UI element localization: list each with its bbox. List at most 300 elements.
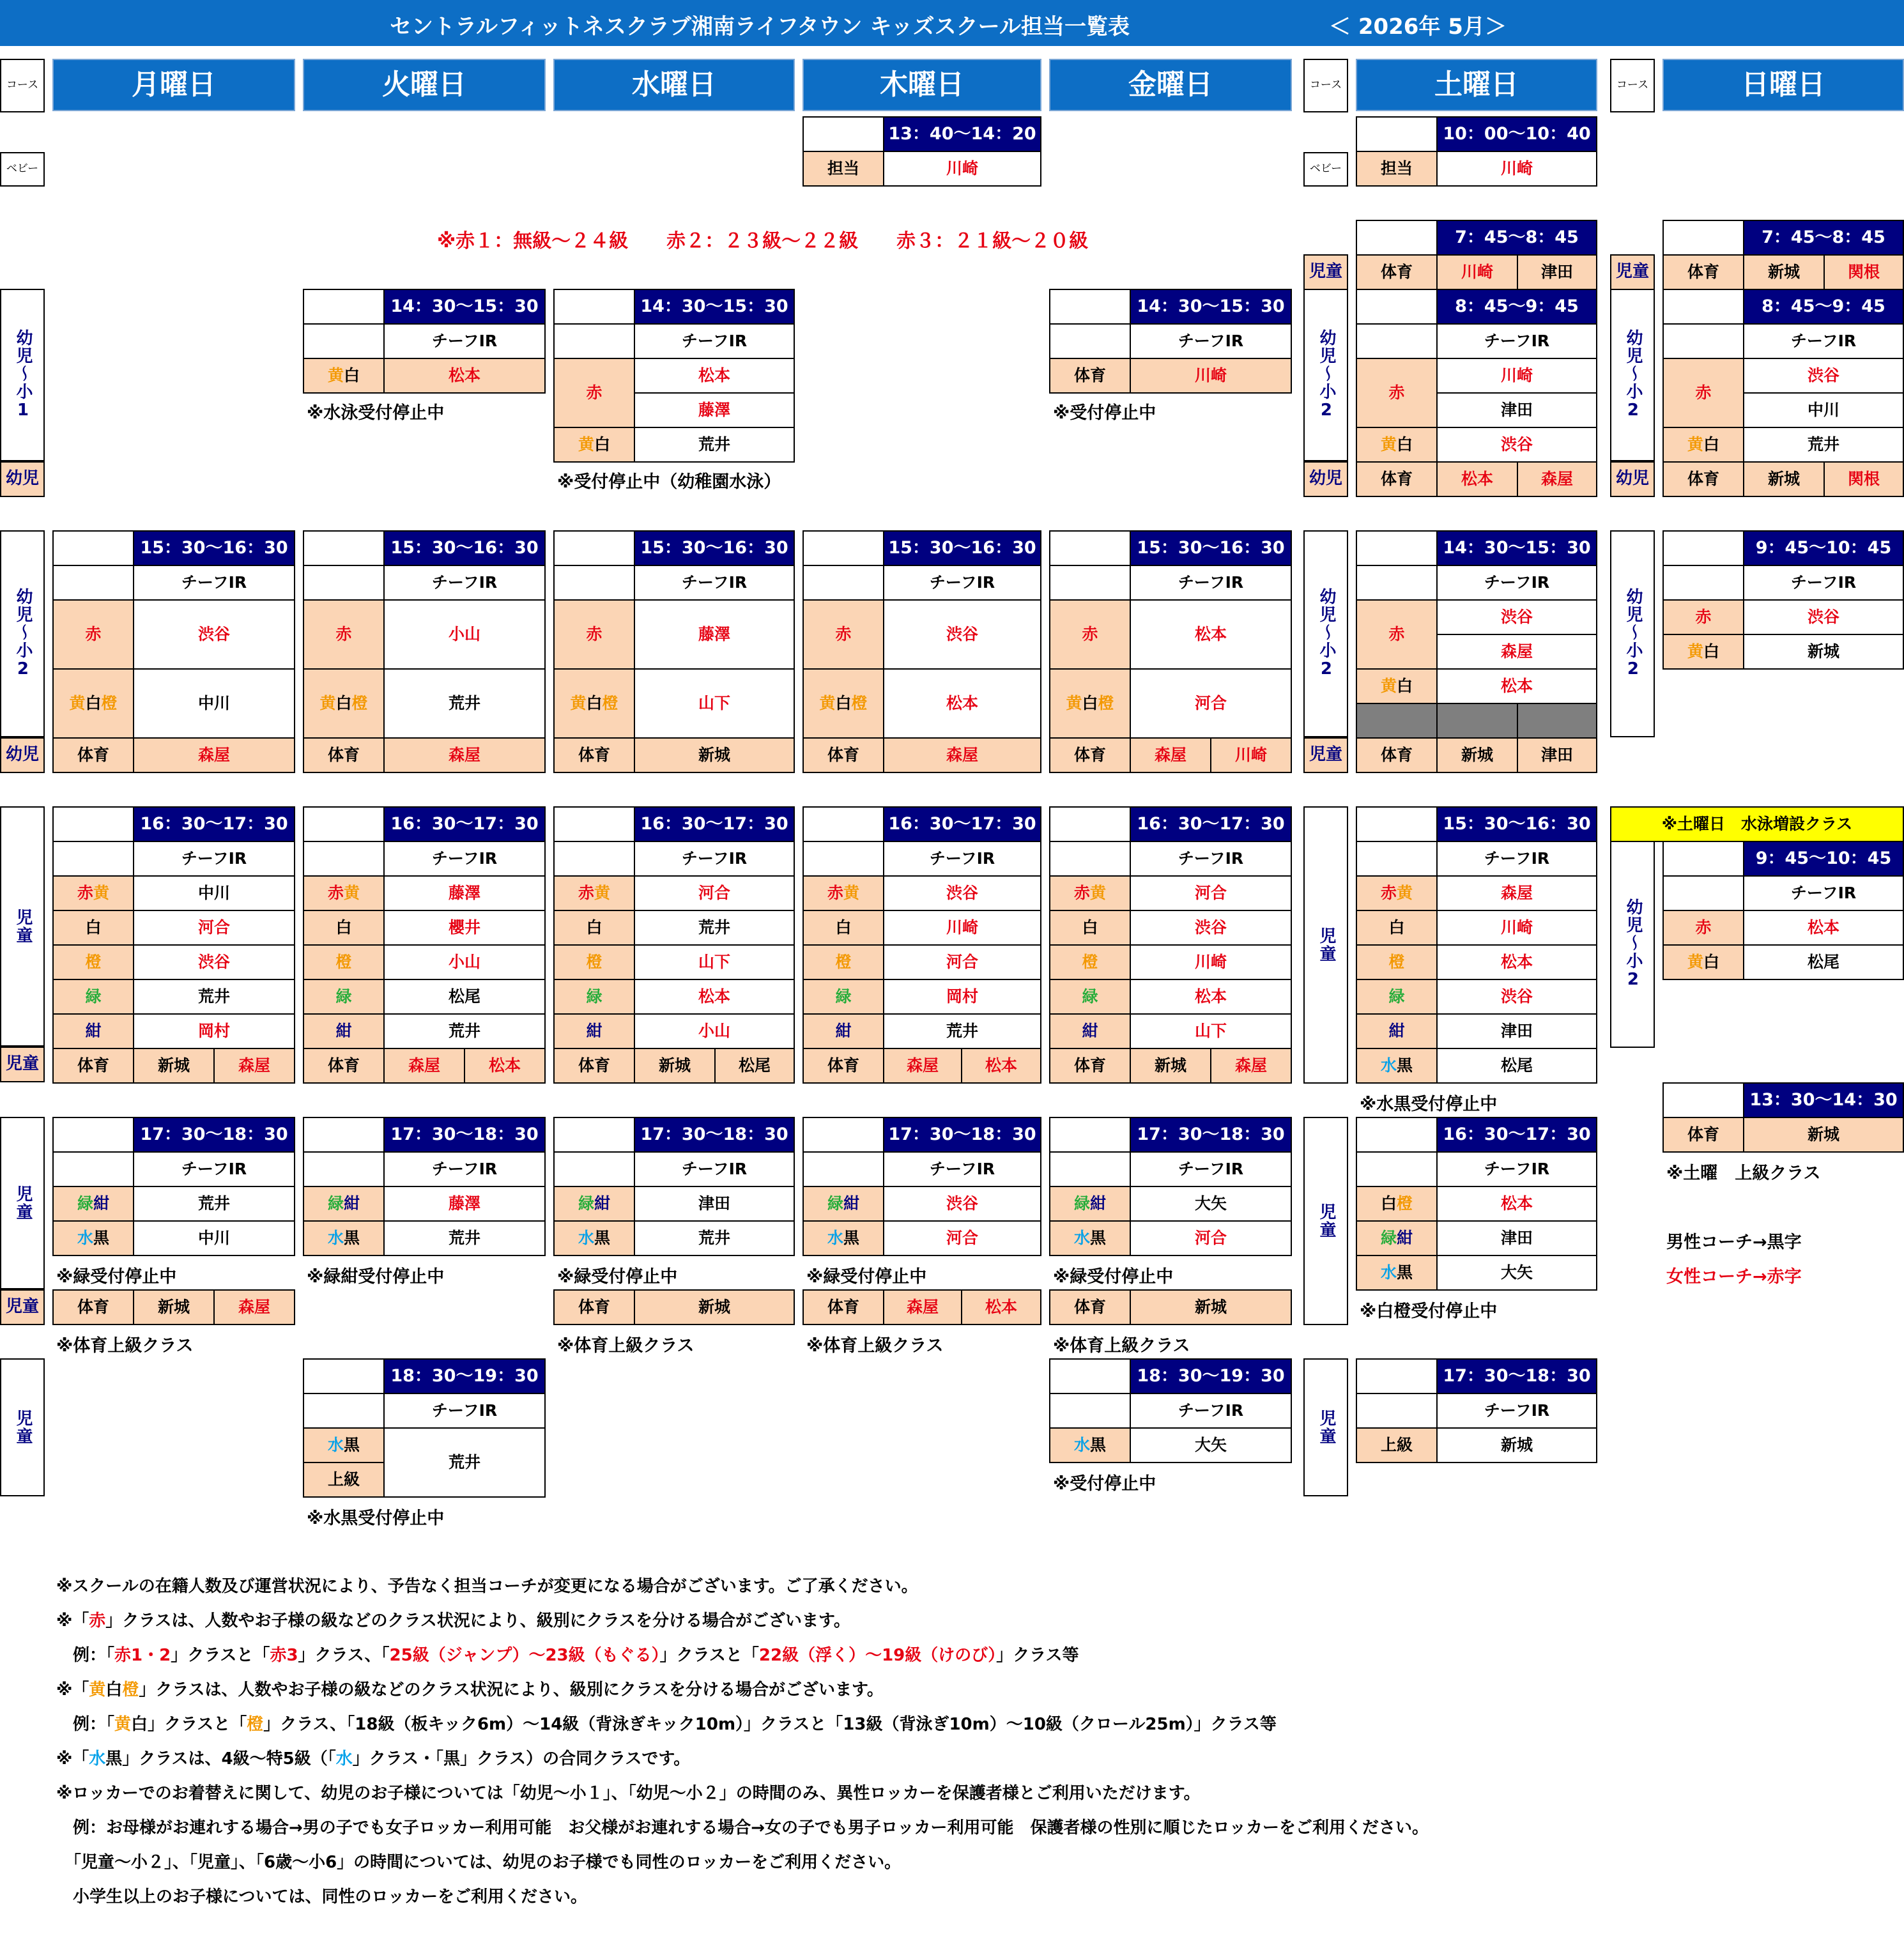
schedule-cell: 荒井 — [383, 1427, 546, 1498]
schedule-cell — [802, 806, 884, 842]
time-slot: 14：30～15：30 — [383, 289, 546, 325]
footnote-segment: 橙 — [247, 1715, 264, 1734]
schedule-cell: 中川 — [133, 1220, 295, 1256]
schedule-cell: 体育 — [1662, 461, 1744, 497]
schedule-cell: 新城 — [1743, 254, 1825, 290]
schedule-cell: 体育 — [303, 1048, 385, 1084]
class-color-cell: 赤 — [1356, 599, 1438, 670]
class-color-cell: 橙 — [802, 944, 884, 980]
schedule-note: ※受付停止中 — [1053, 1474, 1156, 1494]
schedule-cell: チーフIR — [383, 841, 546, 877]
time-slot: 13：40～14：20 — [883, 116, 1041, 152]
class-color-cell: 赤 黄 — [52, 875, 134, 911]
schedule-cell: 体育 — [1049, 1048, 1131, 1084]
schedule-cell — [1662, 220, 1744, 256]
schedule-note: ※水黒受付停止中 — [1360, 1094, 1498, 1114]
coach-cell-female: 山下 — [634, 668, 795, 739]
class-color-cell: 赤 — [1356, 358, 1438, 428]
class-color-cell: 水 黒 — [802, 1220, 884, 1256]
class-color-cell: 緑 — [553, 979, 635, 1015]
schedule-note: ※水泳受付停止中 — [307, 403, 445, 423]
coach-cell-female: 森屋 — [213, 1289, 295, 1325]
schedule-cell — [802, 1151, 884, 1187]
footnote-segment: 橙 — [122, 1680, 139, 1700]
class-color-cell: 赤 — [303, 599, 385, 670]
class-color-cell: 紺 — [553, 1013, 635, 1049]
schedule-cell — [303, 841, 385, 877]
coach-cell-female: 渋谷 — [1436, 599, 1597, 635]
schedule-cell — [553, 841, 635, 877]
schedule-cell — [1662, 841, 1744, 877]
schedule-cell: チーフIR — [1436, 323, 1597, 359]
footnote-segment: ※「 — [56, 1680, 89, 1700]
class-color-cell: 赤 黄 — [802, 875, 884, 911]
coach-cell-female: 松本 — [961, 1048, 1041, 1084]
coach-cell-female: 松本 — [383, 358, 546, 394]
time-slot: 8：45～9：45 — [1436, 289, 1597, 325]
schedule-cell: 白 — [1356, 910, 1438, 946]
schedule-note: ※緑紺受付停止中 — [307, 1267, 445, 1287]
closed-cell — [1517, 703, 1597, 739]
schedule-cell: 体育 — [802, 1048, 884, 1084]
coach-cell-female: 森屋 — [883, 1048, 962, 1084]
schedule-cell: チーフIR — [1436, 1393, 1597, 1429]
schedule-cell: チーフIR — [1130, 323, 1292, 359]
class-color-cell: 水 黒 — [1049, 1427, 1131, 1463]
time-slot: 14：30～15：30 — [634, 289, 795, 325]
schedule-cell: 担当 — [802, 151, 884, 187]
schedule-cell — [802, 565, 884, 601]
class-color-cell: 赤 — [52, 599, 134, 670]
class-color-cell: 水 黒 — [553, 1220, 635, 1256]
schedule-cell — [1049, 323, 1131, 359]
class-color-cell: 赤 黄 — [303, 875, 385, 911]
class-color-cell: 紺 — [1049, 1013, 1131, 1049]
schedule-cell — [1049, 1358, 1131, 1394]
footnote-line — [56, 1573, 918, 1597]
schedule-cell: 津田 — [1517, 737, 1597, 773]
schedule-cell: 体育 — [1049, 1289, 1131, 1325]
class-color-cell: 水 黒 — [1356, 1255, 1438, 1291]
schedule-cell: 白 — [52, 910, 134, 946]
time-slot: 15：30～16：30 — [883, 530, 1041, 566]
footnote-segment: 赤1・2 — [114, 1646, 171, 1665]
title-banner — [0, 0, 1904, 46]
schedule-cell — [1356, 1358, 1438, 1394]
schedule-note: ※緑受付停止中 — [806, 1267, 927, 1287]
class-color-cell: 橙 — [303, 944, 385, 980]
footnote-line — [56, 1677, 884, 1700]
coach-cell-female: 渋谷 — [1436, 427, 1597, 463]
coach-cell-female: 山下 — [634, 944, 795, 980]
course-label: 幼児～小1 — [0, 289, 45, 461]
schedule-cell — [1356, 116, 1438, 152]
schedule-cell — [802, 1117, 884, 1153]
schedule-cell — [553, 565, 635, 601]
schedule-cell — [553, 323, 635, 359]
schedule-cell — [303, 289, 385, 325]
schedule-note: ※白橙受付停止中 — [1360, 1301, 1498, 1321]
coach-cell-female: 川崎 — [1130, 358, 1292, 394]
schedule-cell — [1356, 841, 1438, 877]
schedule-note: ※緑受付停止中 — [1053, 1267, 1174, 1287]
schedule-note: ※体育上級クラス — [1053, 1336, 1190, 1356]
coach-cell-female: 松本 — [1436, 461, 1518, 497]
class-color-cell: 水 黒 — [303, 1427, 385, 1463]
schedule-cell: 松尾 — [383, 979, 546, 1015]
schedule-note: ※受付停止中 — [1053, 403, 1156, 423]
coach-cell-female: 渋谷 — [133, 599, 295, 670]
footnote-segment: 黒」クラスは、4級～特5級（「 — [105, 1749, 336, 1769]
schedule-cell: 体育 — [52, 1048, 134, 1084]
footnote-segment: 」クラスと「 — [171, 1646, 270, 1665]
schedule-cell: 新城 — [634, 737, 795, 773]
day-header: 水曜日 — [553, 59, 795, 111]
schedule-cell — [1049, 1151, 1131, 1187]
schedule-cell: コース — [1610, 59, 1655, 112]
coach-cell-female: 岡村 — [883, 979, 1041, 1015]
schedule-cell: 大矢 — [1436, 1255, 1597, 1291]
schedule-cell: 新城 — [1743, 1117, 1904, 1153]
schedule-cell: 荒井 — [634, 1220, 795, 1256]
schedule-cell: 体育 — [1356, 461, 1438, 497]
day-header: 金曜日 — [1049, 59, 1292, 111]
schedule-cell: チーフIR — [383, 1151, 546, 1187]
schedule-cell: 体育 — [1049, 358, 1131, 394]
footnote-segment: 水 — [335, 1749, 353, 1769]
schedule-cell: チーフIR — [883, 841, 1041, 877]
coach-cell-female: 小山 — [383, 599, 546, 670]
class-color-cell: 緑 紺 — [303, 1186, 385, 1222]
time-slot: 15：30～16：30 — [133, 530, 295, 566]
time-slot: 18：30～19：30 — [1130, 1358, 1292, 1394]
class-color-cell: 橙 — [1356, 944, 1438, 980]
schedule-cell: 荒井 — [383, 1013, 546, 1049]
schedule-cell: チーフIR — [1130, 841, 1292, 877]
schedule-cell — [1049, 1393, 1131, 1429]
schedule-cell — [303, 1358, 385, 1394]
schedule-note: 男性コーチ→黒字 — [1666, 1232, 1802, 1252]
schedule-cell: 新城 — [1436, 737, 1518, 773]
coach-cell-female: 森屋 — [1436, 634, 1597, 670]
coach-cell-female: 松本 — [1436, 668, 1597, 704]
schedule-cell: 大矢 — [1130, 1427, 1292, 1463]
schedule-cell: チーフIR — [1743, 323, 1904, 359]
schedule-cell: チーフIR — [634, 841, 795, 877]
schedule-cell: 新城 — [1130, 1289, 1292, 1325]
footnote-segment: 」クラス、「18級（板キック6m）～14級（背泳ぎキック10m）」クラスと「13級（背泳ぎ10m）～10級（クロール25m）」クラス等 — [263, 1715, 1277, 1734]
class-color-cell: 赤 — [1662, 910, 1744, 946]
footnote-segment: 」クラスは、人数やお子様の級などのクラス状況により、級別にクラスを分ける場合がございます。 — [105, 1611, 850, 1631]
schedule-cell — [1356, 289, 1438, 325]
schedule-cell: 上級 — [303, 1462, 385, 1498]
schedule-cell — [802, 530, 884, 566]
schedule-cell: ベビー — [1303, 152, 1348, 187]
schedule-cell: 新城 — [634, 1048, 716, 1084]
class-color-cell: 紺 — [303, 1013, 385, 1049]
schedule-cell: 津田 — [1436, 1220, 1597, 1256]
course-label: 児童 — [1303, 1117, 1348, 1325]
schedule-cell: 新城 — [634, 1289, 795, 1325]
class-color-cell: 緑 紺 — [802, 1186, 884, 1222]
coach-cell-female: 河合 — [883, 1220, 1041, 1256]
schedule-cell: チーフIR — [1130, 565, 1292, 601]
schedule-cell: 新城 — [1436, 1427, 1597, 1463]
schedule-cell: チーフIR — [883, 565, 1041, 601]
schedule-cell: 荒井 — [383, 668, 546, 739]
class-color-cell: 緑 — [303, 979, 385, 1015]
schedule-cell: チーフIR — [1130, 1151, 1292, 1187]
class-color-cell: 赤 黄 — [1049, 875, 1131, 911]
course-label: 幼児～小2 — [1610, 530, 1655, 737]
class-color-cell: 緑 — [1049, 979, 1131, 1015]
course-label: 幼児～小2 — [1610, 289, 1655, 461]
schedule-cell: チーフIR — [634, 565, 795, 601]
schedule-cell — [1356, 806, 1438, 842]
footnote-segment: 」クラス、「 — [298, 1646, 390, 1665]
footnote-segment: 」クラスは、人数やお子様の級などのクラス状況により、級別にクラスを分ける場合がございます。 — [139, 1680, 884, 1700]
class-color-cell: 橙 — [1049, 944, 1131, 980]
schedule-cell: コース — [0, 59, 45, 112]
schedule-cell: 白 — [553, 910, 635, 946]
time-slot: 16：30～17：30 — [883, 806, 1041, 842]
schedule-cell — [1356, 1151, 1438, 1187]
schedule-cell — [1356, 1393, 1438, 1429]
coach-cell-female: 森屋 — [383, 1048, 465, 1084]
coach-cell-female: 山下 — [1130, 1013, 1292, 1049]
coach-cell-female: 川崎 — [1210, 737, 1292, 773]
course-label: 児童 — [1303, 254, 1348, 290]
time-slot: 9：45～10：45 — [1743, 841, 1904, 877]
schedule-cell: 体育 — [1356, 254, 1438, 290]
class-color-cell: 黄 白 — [1356, 668, 1438, 704]
coach-cell-female: 川崎 — [1436, 254, 1518, 290]
schedule-cell: 松尾 — [1436, 1048, 1597, 1084]
class-color-cell: 緑 — [802, 979, 884, 1015]
coach-cell-female: 森屋 — [1130, 737, 1211, 773]
coach-cell-female: 松本 — [464, 1048, 546, 1084]
schedule-cell: 体育 — [1662, 254, 1744, 290]
class-color-cell: 赤 — [1662, 358, 1744, 428]
class-color-cell: 緑 紺 — [1049, 1186, 1131, 1222]
footnote-segment: 例：「 — [56, 1646, 115, 1665]
coach-cell-female: 川崎 — [1436, 358, 1597, 394]
schedule-cell — [1356, 530, 1438, 566]
coach-cell-female: 川崎 — [1436, 151, 1597, 187]
schedule-note: ※受付停止中（幼稚園水泳） — [557, 472, 781, 492]
coach-cell-female: 藤澤 — [634, 392, 795, 428]
time-slot: 17：30～18：30 — [883, 1117, 1041, 1153]
class-color-cell: 水 黒 — [1049, 1220, 1131, 1256]
schedule-cell: 担当 — [1356, 151, 1438, 187]
schedule-cell — [52, 1151, 134, 1187]
schedule-cell: 体育 — [1049, 737, 1131, 773]
coach-cell-female: 河合 — [1130, 668, 1292, 739]
schedule-cell: 松尾 — [714, 1048, 795, 1084]
coach-cell-female: 松本 — [634, 358, 795, 394]
schedule-cell: 新城 — [1743, 634, 1904, 670]
schedule-cell: チーフIR — [1436, 565, 1597, 601]
time-slot: 9：45～10：45 — [1743, 530, 1904, 566]
footnote-segment: 」クラス・「黒」クラス）の合同クラスです。 — [352, 1749, 691, 1769]
course-label: 幼児 — [1303, 461, 1348, 497]
schedule-cell: 体育 — [553, 1048, 635, 1084]
schedule-cell: 白 — [303, 910, 385, 946]
coach-cell-female: 関根 — [1823, 254, 1904, 290]
schedule-cell — [303, 806, 385, 842]
footnote-segment: 赤3 — [270, 1646, 298, 1665]
coach-cell-female: 河合 — [133, 910, 295, 946]
footnote-line — [56, 1608, 850, 1631]
schedule-cell — [303, 1151, 385, 1187]
coach-cell-female: 松本 — [1436, 1186, 1597, 1222]
footnote-line — [56, 1815, 1429, 1838]
schedule-cell: 津田 — [1436, 1013, 1597, 1049]
course-label: 児童 — [0, 1117, 45, 1289]
footnote-segment: 赤 — [89, 1611, 106, 1631]
class-color-cell: 水 黒 — [52, 1220, 134, 1256]
schedule-cell — [303, 323, 385, 359]
coach-cell-female: 小山 — [383, 944, 546, 980]
red-class-note: ※赤１：無級～２４級 赤２：２３級～２２級 赤３：２１級～２０級 — [437, 230, 1089, 252]
footnote-line — [56, 1642, 1079, 1666]
course-label: 幼児～小2 — [1303, 530, 1348, 737]
footnote-segment: 」クラス等 — [996, 1646, 1079, 1665]
time-slot: 17：30～18：30 — [1436, 1358, 1597, 1394]
schedule-cell — [52, 565, 134, 601]
class-color-cell: 緑 紺 — [553, 1186, 635, 1222]
class-color-cell: 黄 白 橙 — [553, 668, 635, 739]
closed-cell — [1356, 703, 1438, 739]
class-color-cell: 赤 — [802, 599, 884, 670]
schedule-cell: 荒井 — [883, 1013, 1041, 1049]
class-color-cell: 緑 紺 — [52, 1186, 134, 1222]
day-header: 月曜日 — [52, 59, 295, 111]
footnote-segment: 白 — [105, 1680, 123, 1700]
footnote-segment: 小学生以上のお子様については、同性のロッカーをご利用ください。 — [56, 1887, 587, 1907]
coach-cell-female: 松本 — [883, 668, 1041, 739]
footnote-segment: 25級（ジャンプ）～23級（もぐる） — [389, 1646, 660, 1665]
schedule-cell: チーフIR — [634, 323, 795, 359]
footnote-segment: ※ロッカーでのお着替えに関して、幼児のお子様については「幼児～小１」、「幼児～小２」の時間のみ、異性ロッカーを保護者様とご利用いただけます。 — [56, 1784, 1201, 1803]
schedule-cell — [303, 1393, 385, 1429]
schedule-cell: 体育 — [52, 1289, 134, 1325]
time-slot: 16：30～17：30 — [1130, 806, 1292, 842]
schedule-cell: 新城 — [133, 1289, 215, 1325]
course-label: 児童 — [0, 1358, 45, 1496]
schedule-cell: チーフIR — [1743, 565, 1904, 601]
coach-cell-female: 川崎 — [883, 910, 1041, 946]
schedule-cell — [303, 1117, 385, 1153]
course-label: 児童 — [1303, 806, 1348, 1084]
schedule-cell — [802, 841, 884, 877]
footnote-segment: 例：お母様がお連れする場合→男の子でも女子ロッカー利用可能 お父様がお連れする場合→女の子でも男子ロッカー利用可能 保護者様の性別に順じたロッカーをご利用ください。 — [56, 1818, 1429, 1838]
class-color-cell: 赤 — [553, 599, 635, 670]
day-header: 日曜日 — [1662, 59, 1904, 111]
schedule-cell: 荒井 — [634, 427, 795, 463]
coach-cell-female: 森屋 — [1517, 461, 1597, 497]
footnote-segment: ※「 — [56, 1749, 89, 1769]
schedule-cell: 中川 — [1743, 392, 1904, 428]
day-header: 木曜日 — [802, 59, 1041, 111]
coach-cell-female: 松本 — [1130, 979, 1292, 1015]
time-slot: 7：45～8：45 — [1743, 220, 1904, 256]
schedule-cell — [553, 530, 635, 566]
time-slot: 16：30～17：30 — [634, 806, 795, 842]
coach-cell-female: 渋谷 — [883, 1186, 1041, 1222]
class-color-cell: 水 黒 — [303, 1220, 385, 1256]
class-color-cell: 橙 — [52, 944, 134, 980]
schedule-cell: 荒井 — [1743, 427, 1904, 463]
schedule-cell — [1049, 841, 1131, 877]
time-slot: 16：30～17：30 — [1436, 1117, 1597, 1153]
footnote-segment: 黄 — [89, 1680, 106, 1700]
schedule-cell — [802, 116, 884, 152]
schedule-cell: 白 — [1049, 910, 1131, 946]
time-slot: 10：00～10：40 — [1436, 116, 1597, 152]
footnote-segment: 水 — [89, 1749, 106, 1769]
footnote-line — [56, 1711, 1277, 1735]
schedule-cell — [1049, 530, 1131, 566]
class-color-cell: 白 橙 — [1356, 1186, 1438, 1222]
coach-cell-female: 渋谷 — [883, 599, 1041, 670]
footnote-segment: 22級（浮く）～19級（けのび） — [758, 1646, 997, 1665]
coach-cell-female: 松本 — [634, 979, 795, 1015]
schedule-cell — [553, 1117, 635, 1153]
course-label: 幼児 — [0, 461, 45, 497]
schedule-cell — [1049, 565, 1131, 601]
schedule-cell — [1356, 220, 1438, 256]
coach-cell-female: 渋谷 — [1743, 599, 1904, 635]
schedule-cell: 体育 — [52, 737, 134, 773]
schedule-cell: チーフIR — [383, 1393, 546, 1429]
course-label: 児童 — [1303, 1358, 1348, 1496]
footnote-segment: ※「 — [56, 1611, 89, 1631]
schedule-note: ※体育上級クラス — [806, 1336, 944, 1356]
schedule-cell: チーフIR — [383, 565, 546, 601]
schedule-cell: 荒井 — [634, 910, 795, 946]
schedule-cell: チーフIR — [883, 1151, 1041, 1187]
course-label: 児童 — [0, 1289, 45, 1325]
coach-cell-female: 河合 — [1130, 1220, 1292, 1256]
time-slot: 13：30～14：30 — [1743, 1082, 1904, 1118]
footnote-segment: 「児童～小２」、「児童」、「6歳～小6」の時間については、幼児のお子様でも同性のロッカーをご利用ください。 — [56, 1853, 902, 1872]
coach-cell-female: 渋谷 — [1130, 910, 1292, 946]
schedule-cell — [1662, 530, 1744, 566]
time-slot: 14：30～15：30 — [1436, 530, 1597, 566]
schedule-cell — [303, 530, 385, 566]
schedule-cell: ※土曜日 水泳増設クラス — [1610, 806, 1904, 842]
coach-cell-female: 松本 — [961, 1289, 1041, 1325]
course-label: 幼児～小2 — [0, 530, 45, 737]
schedule-cell: 体育 — [1662, 1117, 1744, 1153]
coach-cell-female: 櫻井 — [383, 910, 546, 946]
page-title: セントラルフィットネスクラブ湘南ライフタウン キッズスクール担当一覧表 — [390, 14, 1130, 40]
class-color-cell: 紺 — [1356, 1013, 1438, 1049]
class-color-cell: 紺 — [52, 1013, 134, 1049]
schedule-cell: チーフIR — [1743, 875, 1904, 911]
schedule-cell: 荒井 — [133, 1186, 295, 1222]
schedule-cell — [52, 530, 134, 566]
course-label: 幼児～小2 — [1610, 841, 1655, 1048]
coach-cell-female: 松本 — [1130, 599, 1292, 670]
time-slot: 7：45～8：45 — [1436, 220, 1597, 256]
month-label: ＜ 2026年 5月＞ — [1329, 14, 1507, 40]
class-color-cell: 緑 — [1356, 979, 1438, 1015]
schedule-cell — [52, 841, 134, 877]
time-slot: 8：45～9：45 — [1743, 289, 1904, 325]
time-slot: 16：30～17：30 — [133, 806, 295, 842]
